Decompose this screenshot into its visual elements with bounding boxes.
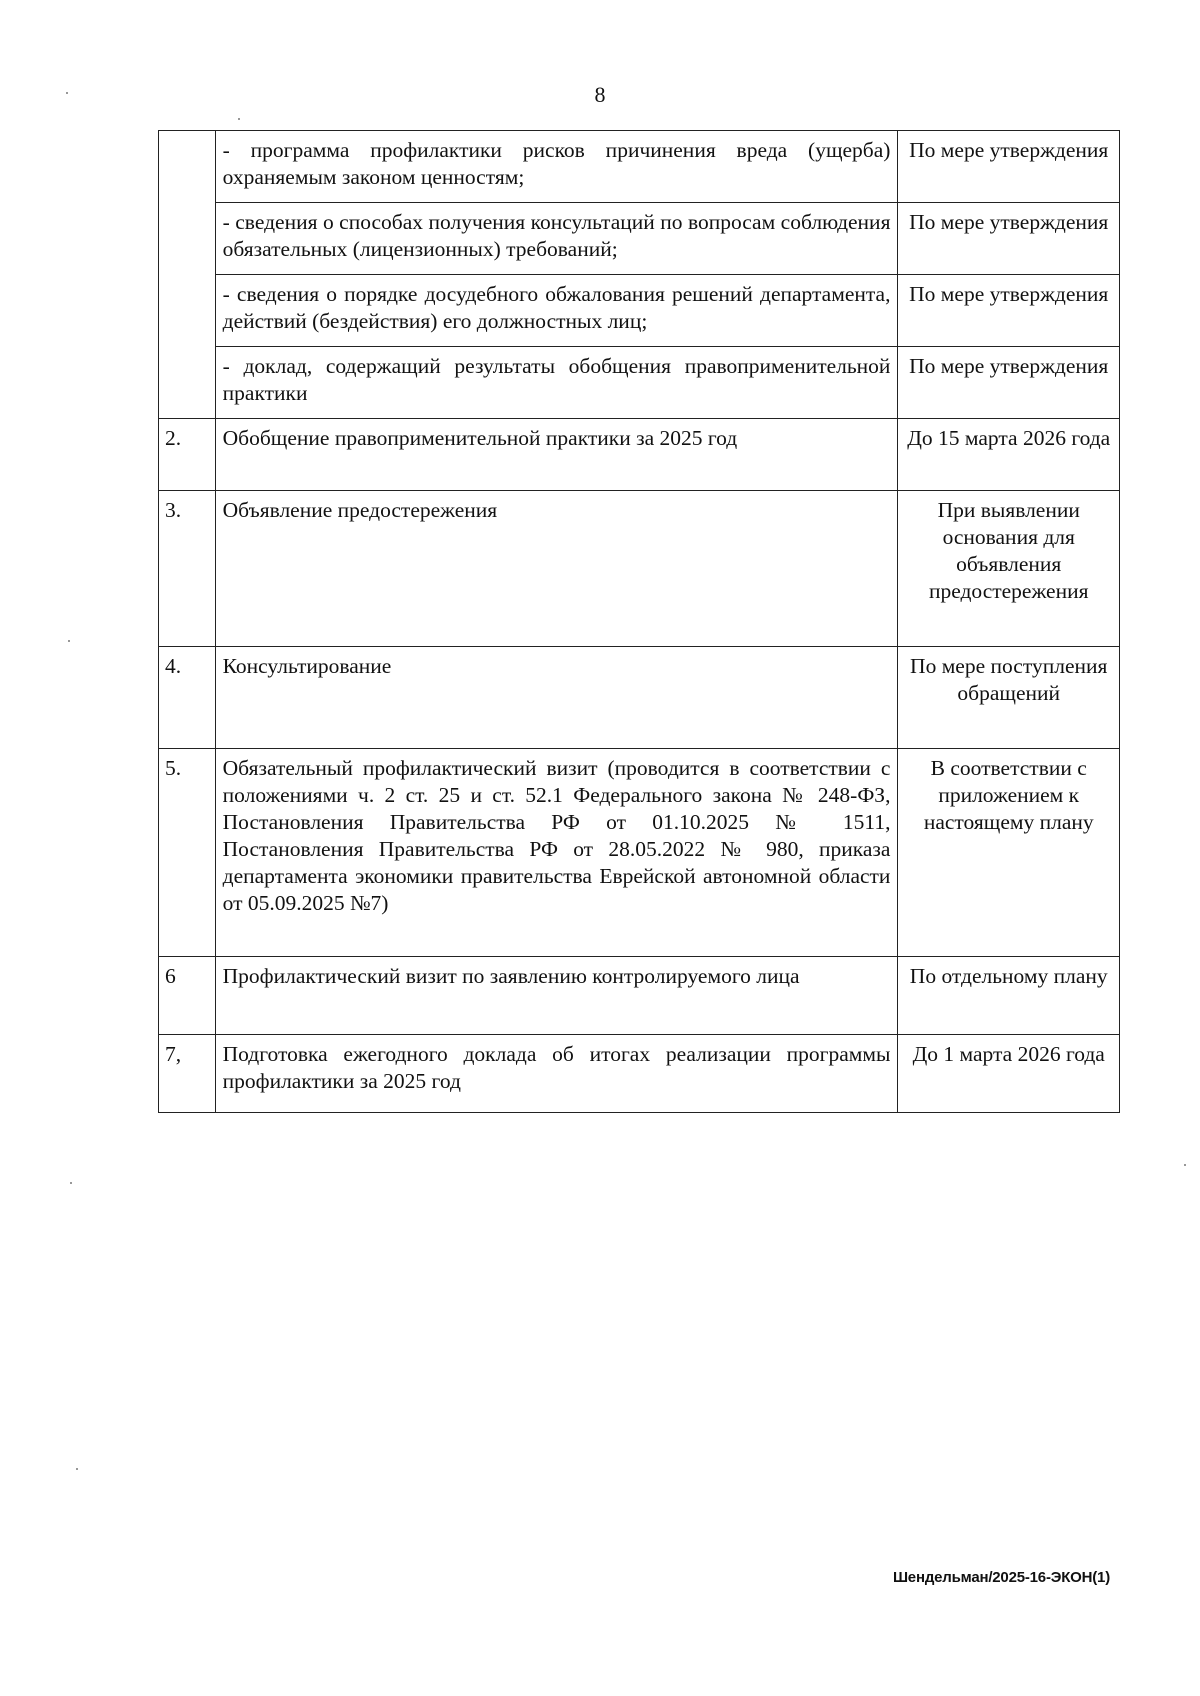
event-description-cell: Консультирование bbox=[215, 647, 898, 749]
deadline-cell: При выявлении основания для объявления предостережения bbox=[898, 491, 1120, 647]
page-number: 8 bbox=[594, 82, 606, 107]
event-description-cell: - доклад, содержащий результаты обобщения правоприменительной практики bbox=[215, 347, 898, 419]
scan-speck bbox=[1184, 1164, 1186, 1166]
scan-speck bbox=[70, 1182, 72, 1184]
table-row bbox=[159, 275, 1120, 347]
row-number-cell: 3. bbox=[159, 491, 216, 647]
scan-speck bbox=[68, 640, 70, 642]
event-description-cell: Обязательный профилактический визит (проводится в соответствии с положениями ч. 2 ст. 25 и ст. 52.1 Федерального закона № 248-ФЗ, Постановления Правительства РФ от 01.10.2025 № 1511, Постановления Правительства РФ от 28.05.2022 № 980, приказа департамента экономики правительства Еврейской автономной области от 05.09.2025 №7) bbox=[215, 749, 898, 957]
table-row bbox=[159, 347, 1120, 419]
row-number-cell: 2. bbox=[159, 419, 216, 491]
deadline-cell: До 15 марта 2026 года bbox=[898, 419, 1120, 491]
document-registration-code: Шендельман/2025-16-ЭКОН(1) bbox=[892, 1569, 1110, 1586]
table-row bbox=[159, 131, 1120, 203]
event-description-cell: - сведения о порядке досудебного обжалования решений департамента, действий (бездействия) его должностных лиц; bbox=[215, 275, 898, 347]
row-number-cell: 5. bbox=[159, 749, 216, 957]
row-number-cell: 6 bbox=[159, 957, 216, 1035]
row-number-cell: 7, bbox=[159, 1035, 216, 1113]
event-description-cell: Профилактический визит по заявлению контролируемого лица bbox=[215, 957, 898, 1035]
table-row bbox=[159, 647, 1120, 749]
deadline-cell: До 1 марта 2026 года bbox=[898, 1035, 1120, 1113]
scan-speck bbox=[238, 118, 240, 120]
scan-speck bbox=[66, 92, 68, 94]
table-row bbox=[159, 957, 1120, 1035]
scan-speck bbox=[76, 1468, 78, 1470]
deadline-cell: По мере утверждения bbox=[898, 203, 1120, 275]
deadline-cell: По мере утверждения bbox=[898, 275, 1120, 347]
table-row bbox=[159, 1035, 1120, 1113]
event-description-cell: Подготовка ежегодного доклада об итогах реализации программы профилактики за 2025 год bbox=[215, 1035, 898, 1113]
table-row bbox=[159, 419, 1120, 491]
deadline-cell: В соответствии с приложением к настоящему плану bbox=[898, 749, 1120, 957]
table-row bbox=[159, 491, 1120, 647]
row-number-cell bbox=[159, 131, 216, 203]
row-number-cell bbox=[159, 347, 216, 419]
deadline-cell: По мере поступления обращений bbox=[898, 647, 1120, 749]
deadline-cell: По отдельному плану bbox=[898, 957, 1120, 1035]
event-description-cell: - сведения о способах получения консультаций по вопросам соблюдения обязательных (лицензионных) требований; bbox=[215, 203, 898, 275]
deadline-cell: По мере утверждения bbox=[898, 131, 1120, 203]
event-description-cell: Обобщение правоприменительной практики за 2025 год bbox=[215, 419, 898, 491]
table-row bbox=[159, 749, 1120, 957]
table-row bbox=[159, 203, 1120, 275]
row-number-cell bbox=[159, 275, 216, 347]
event-description-cell: - программа профилактики рисков причинения вреда (ущерба) охраняемым законом ценностям; bbox=[215, 131, 898, 203]
event-description-cell: Объявление предостережения bbox=[215, 491, 898, 647]
deadline-cell: По мере утверждения bbox=[898, 347, 1120, 419]
row-number-cell: 4. bbox=[159, 647, 216, 749]
row-number-cell bbox=[159, 203, 216, 275]
prevention-plan-table bbox=[158, 130, 1120, 1113]
